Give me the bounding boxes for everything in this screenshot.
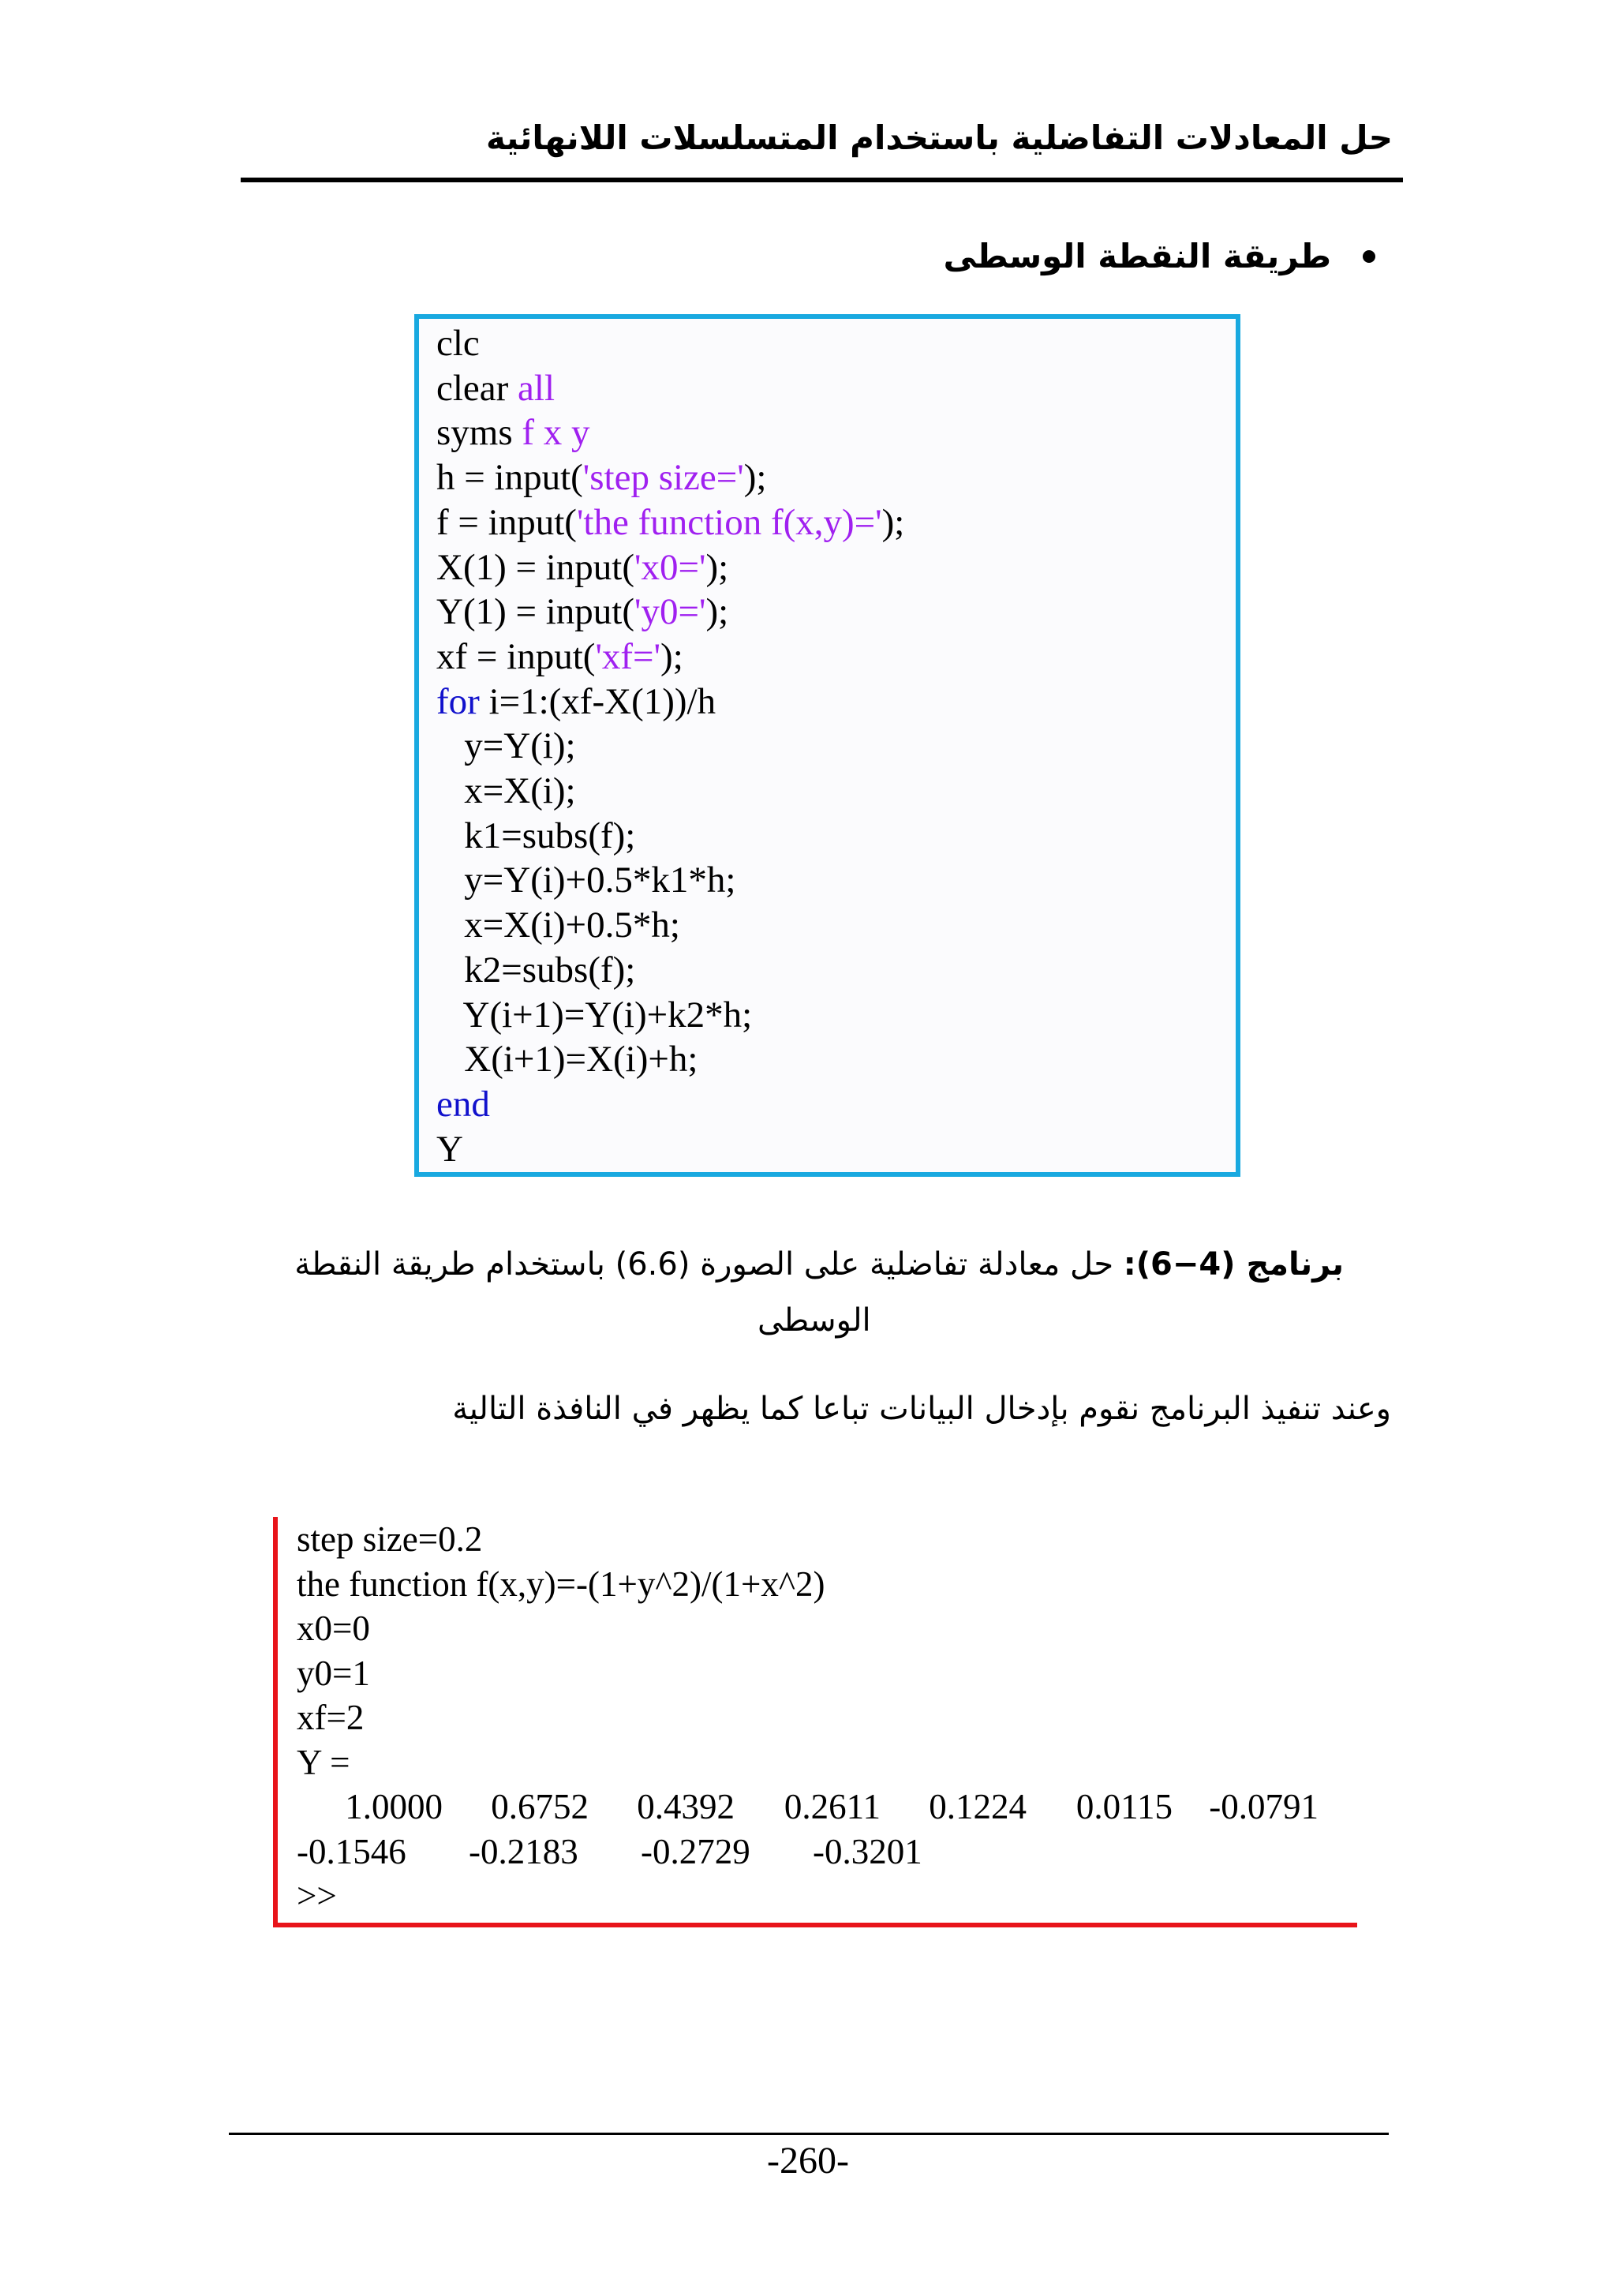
code-line xyxy=(436,366,1236,411)
output-value: -0.3201 xyxy=(813,1831,922,1871)
program-caption xyxy=(286,1230,1344,1299)
code-text: ); xyxy=(705,591,729,633)
intro-paragraph: وعند تنفيذ البرنامج نقوم بإدخال البيانات تباعا كما يظهر في النافذة التالية xyxy=(452,1391,1391,1427)
code-text: x=X(i); xyxy=(436,770,576,812)
code-text: x=X(i)+0.5*h; xyxy=(436,905,680,946)
code-text: k1=subs(f); xyxy=(436,815,636,856)
code-listing xyxy=(414,314,1240,1177)
code-text: ); xyxy=(743,457,767,499)
code-line xyxy=(436,1037,1236,1082)
code-string: 'xf=' xyxy=(595,635,661,677)
output-line: the function f(x,y)=-(1+y^2)/(1+x^2) xyxy=(297,1564,825,1604)
code-text: ); xyxy=(881,501,905,543)
code-line xyxy=(436,1127,1236,1172)
code-text: ); xyxy=(660,635,683,677)
output-line: step size=0.2 xyxy=(297,1519,483,1559)
caption-continuation: الوسطى xyxy=(758,1302,871,1339)
code-text: ); xyxy=(705,546,729,588)
section-heading xyxy=(943,237,1375,275)
code-line xyxy=(436,948,1236,993)
code-line xyxy=(436,635,1236,680)
code-text: h = input( xyxy=(436,457,583,499)
output-value: 0.1224 xyxy=(929,1787,1027,1826)
code-text: Y xyxy=(436,1128,463,1170)
code-line xyxy=(436,545,1236,590)
code-string: 'x0=' xyxy=(634,546,706,588)
header-title: حل المعادلات التفاضلية باستخدام المتسلسلات اللانهائية xyxy=(486,118,1393,157)
output-value: 0.0115 xyxy=(1075,1787,1173,1826)
caption-label: برنامج (4−6): xyxy=(1123,1246,1344,1283)
code-string: 'y0=' xyxy=(634,591,706,633)
code-text: clear xyxy=(436,367,518,409)
code-keyword: for xyxy=(436,680,480,722)
output-value: -0.2729 xyxy=(641,1831,750,1871)
footer-rule xyxy=(229,2133,1389,2135)
output-value: 0.2611 xyxy=(784,1787,881,1826)
code-text: y=Y(i)+0.5*k1*h; xyxy=(436,860,736,901)
code-line xyxy=(436,724,1236,769)
code-keyword: end xyxy=(436,1083,490,1125)
code-text: xf = input( xyxy=(436,635,596,677)
code-line xyxy=(436,1082,1236,1127)
code-line xyxy=(436,500,1236,545)
code-text: Y(i+1)=Y(i)+k2*h; xyxy=(436,994,753,1036)
code-text: f = input( xyxy=(436,501,577,543)
code-line xyxy=(436,993,1236,1038)
code-string: all xyxy=(518,367,556,409)
code-line xyxy=(436,769,1236,814)
code-string: 'the function f(x,y)=' xyxy=(576,501,882,543)
output-value: 0.6752 xyxy=(491,1787,589,1826)
code-text: clc xyxy=(436,323,480,364)
code-line xyxy=(436,590,1236,635)
output-value: -0.0791 xyxy=(1209,1787,1319,1826)
caption-text: حل معادلة تفاضلية على الصورة (6.6) باستخدام طريقة النقطة xyxy=(294,1246,1124,1283)
code-line xyxy=(436,455,1236,500)
output-line: Y = xyxy=(297,1742,350,1782)
output-value: -0.1546 xyxy=(297,1831,406,1871)
code-line xyxy=(436,814,1236,859)
code-line xyxy=(436,858,1236,903)
section-title: طريقة النقطة الوسطى xyxy=(943,237,1331,275)
output-line: x0=0 xyxy=(297,1609,370,1648)
code-string: 'step size=' xyxy=(582,457,744,499)
code-text: X(1) = input( xyxy=(436,546,635,588)
header-rule xyxy=(241,178,1403,182)
output-line: y0=1 xyxy=(297,1653,370,1693)
output-value: 0.4392 xyxy=(637,1787,735,1826)
bullet-icon xyxy=(1363,250,1375,263)
code-text: X(i+1)=X(i)+h; xyxy=(436,1039,698,1081)
output-value: -0.2183 xyxy=(469,1831,578,1871)
code-text: k2=subs(f); xyxy=(436,949,636,991)
output-value: 1.0000 xyxy=(345,1787,443,1826)
code-line xyxy=(436,321,1236,366)
values-row xyxy=(297,1785,1357,1830)
code-line xyxy=(436,680,1236,725)
code-text: syms xyxy=(436,412,522,454)
output-lines xyxy=(297,1517,1357,1785)
code-line xyxy=(436,903,1236,948)
command-window-output xyxy=(273,1517,1357,1927)
code-text: i=1:(xf-X(1))/h xyxy=(479,680,716,722)
page-number: -260- xyxy=(767,2140,849,2182)
code-text: y=Y(i); xyxy=(436,725,576,767)
values-row xyxy=(297,1830,1357,1875)
code-line xyxy=(436,410,1236,455)
code-text: Y(1) = input( xyxy=(436,591,635,633)
code-string: f x y xyxy=(522,412,590,454)
command-prompt: >> xyxy=(297,1876,337,1916)
output-line: xf=2 xyxy=(297,1698,365,1737)
